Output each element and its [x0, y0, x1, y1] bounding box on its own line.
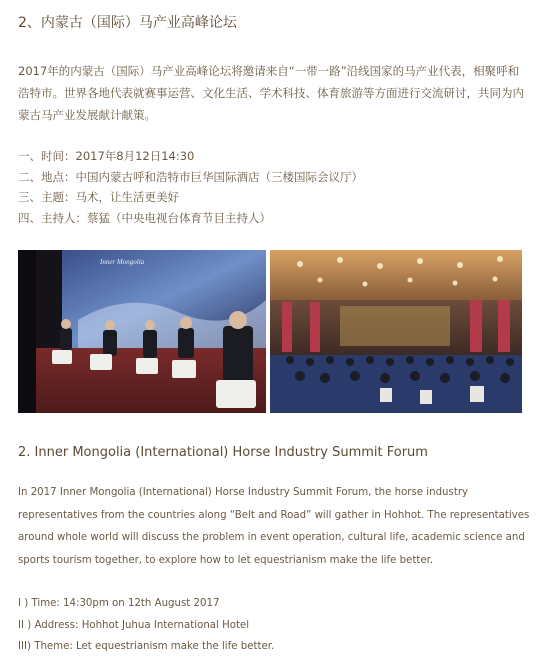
theme-item: III) Theme: Let equestrianism make the life better.	[18, 641, 275, 652]
time-item: I ) Time: 14:30pm on 12th August 2017	[18, 598, 220, 609]
panel-discussion-photo	[18, 250, 266, 413]
chinese-details-list	[18, 146, 534, 228]
screen-caption: Inner Mongolia	[100, 258, 145, 266]
panel-discussion-illustration	[18, 250, 266, 413]
conference-hall-photo	[270, 250, 522, 413]
english-section-heading: 2. Inner Mongolia (International) Horse Industry Summit Forum	[18, 445, 428, 460]
address-item: II ) Address: Hohhot Juhua International Hotel	[18, 619, 250, 631]
paragraph-line: In 2017 Inner Mongolia (International) Horse Industry Summit Forum, the horse industry	[18, 487, 469, 498]
location-item: 二、地点：中国内蒙古呼和浩特市巨华国际酒店（三楼国际会议厅）	[18, 169, 363, 184]
conference-hall-illustration	[270, 250, 522, 413]
host-item: 四、主持人：蔡猛（中央电视台体育节目主持人）	[18, 210, 271, 225]
paragraph-line: around whole world will discuss the problem in event operation, cultural life, academic science and	[18, 532, 525, 543]
paragraph-line: 浩特市。世界各地代表就赛事运营、文化生活、学术科技、体育旅游等方面进行交流研讨，共同为内	[18, 86, 524, 100]
english-details-list	[18, 593, 534, 658]
paragraph-line: sports tourism together, to explore how to let equestrianism make the life better.	[18, 554, 434, 566]
chinese-section-heading: 2、内蒙古（国际）马产业高峰论坛	[18, 15, 237, 31]
paragraph-line: 2017年的内蒙古（国际）马产业高峰论坛将邀请来自“一带一路”沿线国家的马产业代表，相聚呼和	[18, 64, 520, 78]
chinese-intro-paragraph	[18, 60, 534, 126]
theme-item: 三、主题：马术，让生活更美好	[18, 190, 179, 204]
paragraph-line: representatives from the countries along “Belt and Road” will gather in Hohhot. The representatives	[18, 509, 530, 521]
english-intro-paragraph	[18, 482, 534, 572]
time-item: 一、时间：2017年8月12日14:30	[18, 149, 195, 163]
paragraph-line: 蒙古马产业发展献计献策。	[18, 108, 156, 122]
